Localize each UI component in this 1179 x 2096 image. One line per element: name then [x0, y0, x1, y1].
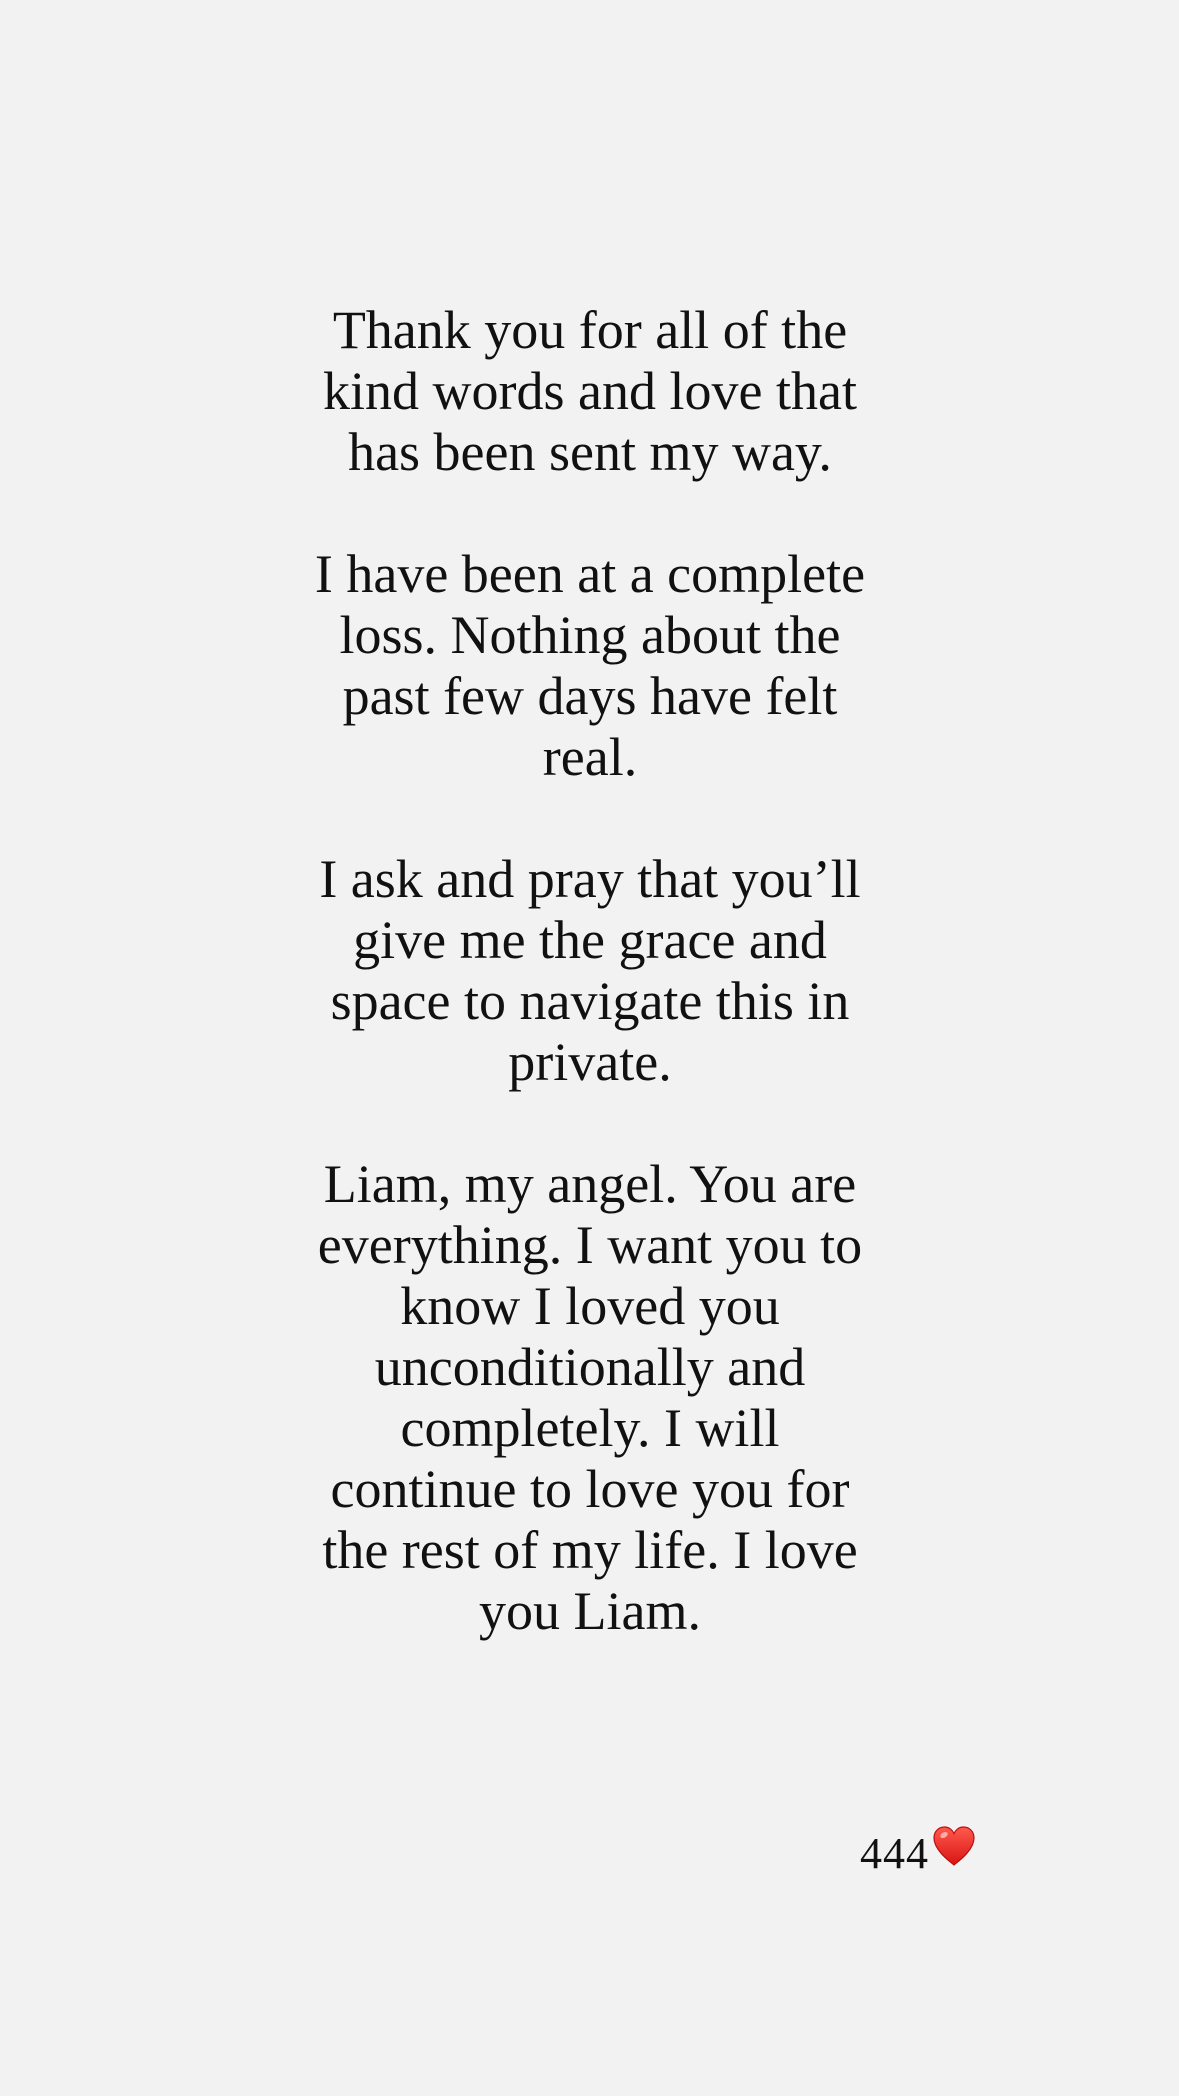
red-heart-icon: [931, 1824, 977, 1868]
message-paragraph-4: Liam, my angel. You are everything. I want you to know I loved you unconditionally and completely. I will continue to love you for the rest of my life. I love you Liam.: [317, 1154, 863, 1641]
message-paragraph-3: I ask and pray that you’ll give me the grace and space to navigate this in private.: [319, 849, 861, 1092]
message-paragraph-2: I have been at a complete loss. Nothing about the past few days have felt real.: [314, 544, 866, 787]
signoff: [860, 1824, 977, 1884]
signoff-number: 444: [860, 1829, 929, 1878]
message-paragraph-1: Thank you for all of the kind words and love that has been sent my way.: [323, 300, 857, 482]
message-text: [280, 300, 900, 1642]
